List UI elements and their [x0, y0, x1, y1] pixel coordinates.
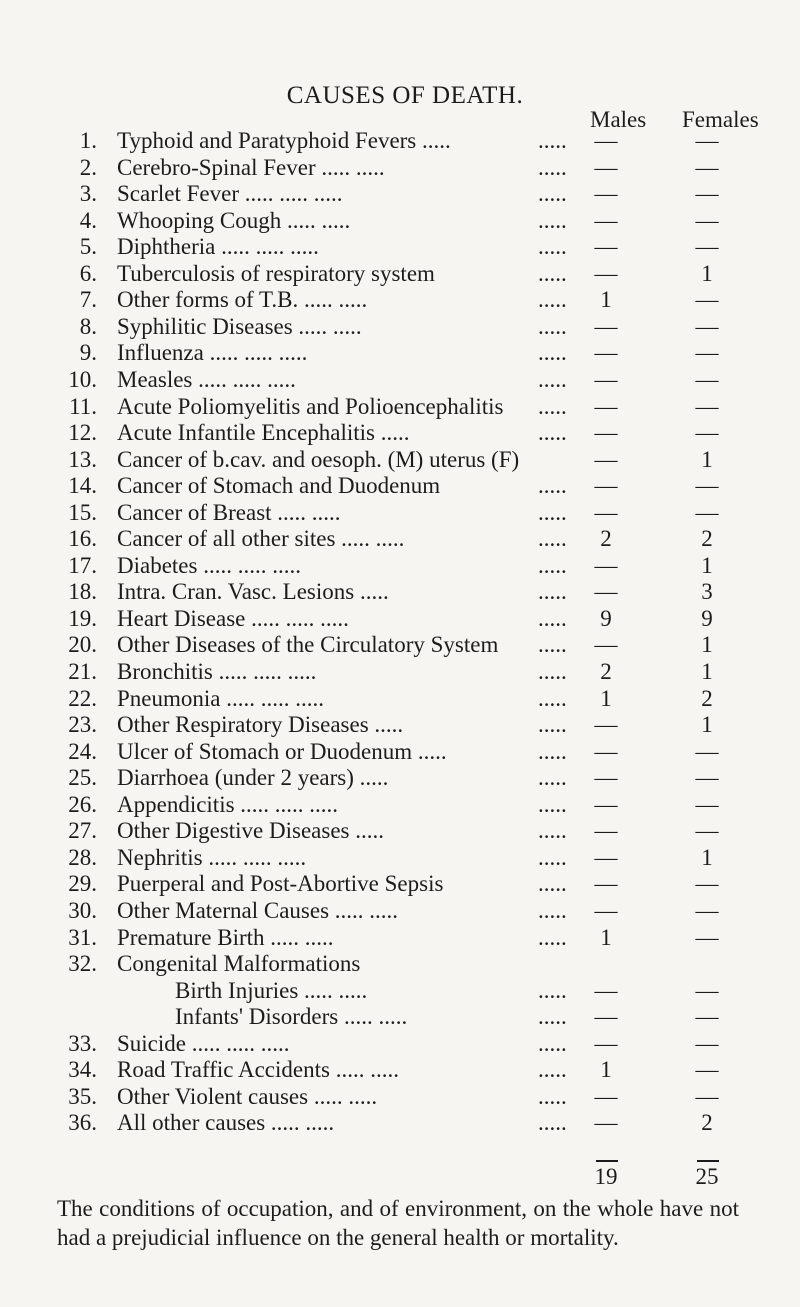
dot-leader: .....: [538, 871, 567, 896]
cause-label: Other Respiratory Diseases .....: [117, 712, 404, 737]
males-value: —: [594, 632, 618, 657]
table-row: [0, 524, 800, 554]
dot-leader: .....: [538, 765, 567, 790]
males-value: —: [594, 553, 618, 578]
females-value: —: [695, 1031, 719, 1056]
dot-leader: .....: [538, 394, 567, 419]
males-value: —: [594, 1004, 618, 1029]
table-row: [0, 657, 800, 687]
row-number: 26.: [68, 792, 97, 817]
table-row: [0, 126, 800, 156]
table-row: [0, 1055, 800, 1085]
cause-label: Whooping Cough ..... .....: [117, 208, 351, 233]
males-value: —: [594, 978, 618, 1003]
table-row: [0, 1002, 800, 1032]
row-number: 23.: [68, 712, 97, 737]
males-value: 9: [600, 606, 612, 631]
females-value: —: [695, 925, 719, 950]
row-number: 20.: [68, 632, 97, 657]
males-column-header: Males: [590, 107, 647, 132]
cause-label: Tuberculosis of respiratory system: [117, 261, 435, 286]
males-value: —: [594, 500, 618, 525]
cause-label: Other Maternal Causes ..... .....: [117, 898, 399, 923]
females-total: 25: [695, 1164, 719, 1189]
dot-leader: .....: [538, 818, 567, 843]
dot-leader: .....: [538, 234, 567, 259]
males-value: 1: [600, 686, 612, 711]
cause-label: Pneumonia ..... ..... .....: [117, 686, 324, 711]
females-value: —: [695, 739, 719, 764]
dot-leader: .....: [538, 314, 567, 339]
males-value: —: [594, 871, 618, 896]
males-value: —: [594, 155, 618, 180]
females-value: 1: [701, 261, 713, 286]
cause-label: Puerperal and Post-Abortive Sepsis: [117, 871, 444, 896]
dot-leader: .....: [538, 261, 567, 286]
females-value: —: [695, 473, 719, 498]
table-row: [0, 232, 800, 262]
females-value: —: [695, 792, 719, 817]
females-value: —: [695, 420, 719, 445]
females-value: —: [695, 155, 719, 180]
males-value: 2: [600, 526, 612, 551]
row-number: 6.: [79, 261, 97, 286]
cause-label: Intra. Cran. Vasc. Lesions .....: [117, 579, 389, 604]
females-value: —: [695, 181, 719, 206]
males-value: —: [594, 447, 618, 472]
row-number: 32.: [68, 951, 97, 976]
table-row: [0, 896, 800, 926]
males-value: —: [594, 420, 618, 445]
cause-label: Scarlet Fever ..... ..... .....: [117, 181, 343, 206]
females-value: —: [695, 314, 719, 339]
row-number: 4.: [79, 208, 97, 233]
row-number: 17.: [68, 553, 97, 578]
row-number: 18.: [68, 579, 97, 604]
dot-leader: .....: [538, 925, 567, 950]
row-number: 27.: [68, 818, 97, 843]
cause-label: Typhoid and Paratyphoid Fevers .....: [117, 128, 451, 153]
females-value: 1: [701, 632, 713, 657]
cause-label: Birth Injuries ..... .....: [175, 978, 368, 1003]
cause-label: Acute Infantile Encephalitis .....: [117, 420, 410, 445]
row-number: 36.: [68, 1110, 97, 1135]
males-total-rule: [596, 1160, 618, 1162]
table-row: [0, 577, 800, 607]
table-row: [0, 418, 800, 448]
cause-label: Diarrhoea (under 2 years) .....: [117, 765, 389, 790]
females-value: 1: [701, 553, 713, 578]
page-title: CAUSES OF DEATH.: [286, 82, 524, 109]
males-value: —: [594, 845, 618, 870]
males-value: —: [594, 394, 618, 419]
females-value: —: [695, 128, 719, 153]
males-value: 1: [600, 287, 612, 312]
females-value: —: [695, 287, 719, 312]
males-value: —: [594, 261, 618, 286]
males-value: 2: [600, 659, 612, 684]
males-value: —: [594, 473, 618, 498]
males-value: 1: [600, 1057, 612, 1082]
males-value: —: [594, 739, 618, 764]
row-number: 21.: [68, 659, 97, 684]
row-number: 28.: [68, 845, 97, 870]
dot-leader: .....: [538, 792, 567, 817]
females-value: —: [695, 978, 719, 1003]
dot-leader: .....: [538, 686, 567, 711]
cause-label: Cancer of Breast ..... .....: [117, 500, 341, 525]
males-value: —: [594, 792, 618, 817]
females-value: —: [695, 765, 719, 790]
row-number: 35.: [68, 1084, 97, 1109]
dot-leader: .....: [538, 739, 567, 764]
dot-leader: .....: [538, 898, 567, 923]
dot-leader: .....: [538, 1004, 567, 1029]
cause-label: Other Diseases of the Circulatory System: [117, 632, 499, 657]
females-value: —: [695, 871, 719, 896]
females-value: —: [695, 818, 719, 843]
females-column-header: Females: [682, 107, 759, 132]
dot-leader: .....: [538, 340, 567, 365]
females-value: 9: [701, 606, 713, 631]
cause-label: All other causes ..... .....: [117, 1110, 335, 1135]
males-value: —: [594, 818, 618, 843]
row-number: 15.: [68, 500, 97, 525]
dot-leader: .....: [538, 208, 567, 233]
males-value: —: [594, 128, 618, 153]
table-row: [0, 949, 800, 979]
dot-leader: .....: [538, 155, 567, 180]
males-value: —: [594, 340, 618, 365]
males-value: —: [594, 234, 618, 259]
dot-leader: .....: [538, 632, 567, 657]
females-value: —: [695, 1057, 719, 1082]
females-value: 2: [701, 686, 713, 711]
dot-leader: .....: [538, 526, 567, 551]
dot-leader: .....: [538, 1031, 567, 1056]
row-number: 24.: [68, 739, 97, 764]
dot-leader: .....: [538, 579, 567, 604]
males-value: —: [594, 208, 618, 233]
table-row: [0, 710, 800, 740]
cause-label: Cancer of all other sites ..... .....: [117, 526, 405, 551]
cause-label: Congenital Malformations: [117, 951, 361, 976]
cause-label: Diphtheria ..... ..... .....: [117, 234, 319, 259]
dot-leader: .....: [538, 367, 567, 392]
table-row: [0, 763, 800, 793]
table-row: [0, 869, 800, 899]
table-row: [0, 630, 800, 660]
cause-label: Cerebro-Spinal Fever ..... .....: [117, 155, 385, 180]
dot-leader: .....: [538, 553, 567, 578]
row-number: 16.: [68, 526, 97, 551]
cause-label: Acute Poliomyelitis and Polioencephalitis: [117, 394, 504, 419]
males-value: —: [594, 898, 618, 923]
cause-label: Nephritis ..... ..... .....: [117, 845, 307, 870]
males-value: 1: [600, 925, 612, 950]
males-value: —: [594, 181, 618, 206]
females-value: —: [695, 208, 719, 233]
females-value: —: [695, 898, 719, 923]
row-number: 29.: [68, 871, 97, 896]
females-value: 1: [701, 447, 713, 472]
table-row: [0, 338, 800, 368]
row-number: 3.: [79, 181, 97, 206]
row-number: 22.: [68, 686, 97, 711]
females-value: —: [695, 394, 719, 419]
dot-leader: .....: [538, 500, 567, 525]
row-number: 7.: [79, 287, 97, 312]
dot-leader: .....: [538, 1057, 567, 1082]
cause-label: Infants' Disorders ..... .....: [175, 1004, 408, 1029]
females-value: —: [695, 234, 719, 259]
cause-label: Other Violent causes ..... .....: [117, 1084, 378, 1109]
cause-label: Bronchitis ..... ..... .....: [117, 659, 317, 684]
row-number: 31.: [68, 925, 97, 950]
cause-label: Other Digestive Diseases .....: [117, 818, 384, 843]
females-value: —: [695, 367, 719, 392]
females-value: —: [695, 1084, 719, 1109]
females-value: —: [695, 500, 719, 525]
cause-label: Other forms of T.B. ..... .....: [117, 287, 368, 312]
dot-leader: .....: [538, 845, 567, 870]
females-value: 3: [701, 579, 713, 604]
table-row: [0, 816, 800, 846]
dot-leader: .....: [538, 128, 567, 153]
dot-leader: .....: [538, 473, 567, 498]
females-value: 2: [701, 526, 713, 551]
row-number: 13.: [68, 447, 97, 472]
row-number: 9.: [79, 340, 97, 365]
males-value: —: [594, 579, 618, 604]
dot-leader: .....: [538, 420, 567, 445]
dot-leader: .....: [538, 978, 567, 1003]
dot-leader: .....: [538, 1084, 567, 1109]
row-number: 5.: [79, 234, 97, 259]
cause-label: Cancer of b.cav. and oesoph. (M) uterus (F): [117, 447, 520, 472]
dot-leader: .....: [538, 287, 567, 312]
males-value: —: [594, 1110, 618, 1135]
row-number: 33.: [68, 1031, 97, 1056]
row-number: 30.: [68, 898, 97, 923]
cause-label: Premature Birth ..... .....: [117, 925, 334, 950]
table-row: [0, 471, 800, 501]
row-number: 25.: [68, 765, 97, 790]
dot-leader: .....: [538, 606, 567, 631]
cause-label: Diabetes ..... ..... .....: [117, 553, 301, 578]
females-value: 1: [701, 845, 713, 870]
females-value: —: [695, 1004, 719, 1029]
row-number: 12.: [68, 420, 97, 445]
dot-leader: .....: [538, 659, 567, 684]
males-value: —: [594, 1084, 618, 1109]
table-row: [0, 1108, 800, 1138]
dot-leader: .....: [538, 712, 567, 737]
females-value: 2: [701, 1110, 713, 1135]
table-row: [0, 285, 800, 315]
row-number: 34.: [68, 1057, 97, 1082]
row-number: 8.: [79, 314, 97, 339]
row-number: 10.: [68, 367, 97, 392]
males-value: —: [594, 712, 618, 737]
cause-label: Influenza ..... ..... .....: [117, 340, 308, 365]
cause-label: Ulcer of Stomach or Duodenum .....: [117, 739, 447, 764]
males-value: —: [594, 367, 618, 392]
cause-label: Appendicitis ..... ..... .....: [117, 792, 339, 817]
row-number: 19.: [68, 606, 97, 631]
row-number: 14.: [68, 473, 97, 498]
table-row: [0, 365, 800, 395]
conditions-note: The conditions of occupation, and of environment, on the whole have not had a prejudicial influence on the general health or mortality.: [57, 1196, 739, 1250]
cause-label: Suicide ..... ..... .....: [117, 1031, 290, 1056]
dot-leader: .....: [538, 1110, 567, 1135]
cause-label: Syphilitic Diseases ..... .....: [117, 314, 362, 339]
cause-label: Heart Disease ..... ..... .....: [117, 606, 349, 631]
females-value: 1: [701, 659, 713, 684]
females-total-rule: [697, 1160, 719, 1162]
table-row: [0, 179, 800, 209]
cause-label: Measles ..... ..... .....: [117, 367, 296, 392]
row-number: 11.: [69, 394, 97, 419]
cause-label: Road Traffic Accidents ..... .....: [117, 1057, 399, 1082]
males-value: —: [594, 1031, 618, 1056]
males-value: —: [594, 314, 618, 339]
dot-leader: .....: [538, 181, 567, 206]
males-total: 19: [594, 1164, 618, 1189]
males-value: —: [594, 765, 618, 790]
cause-label: Cancer of Stomach and Duodenum: [117, 473, 441, 498]
females-value: —: [695, 340, 719, 365]
row-number: 2.: [79, 155, 97, 180]
females-value: 1: [701, 712, 713, 737]
row-number: 1.: [79, 128, 97, 153]
